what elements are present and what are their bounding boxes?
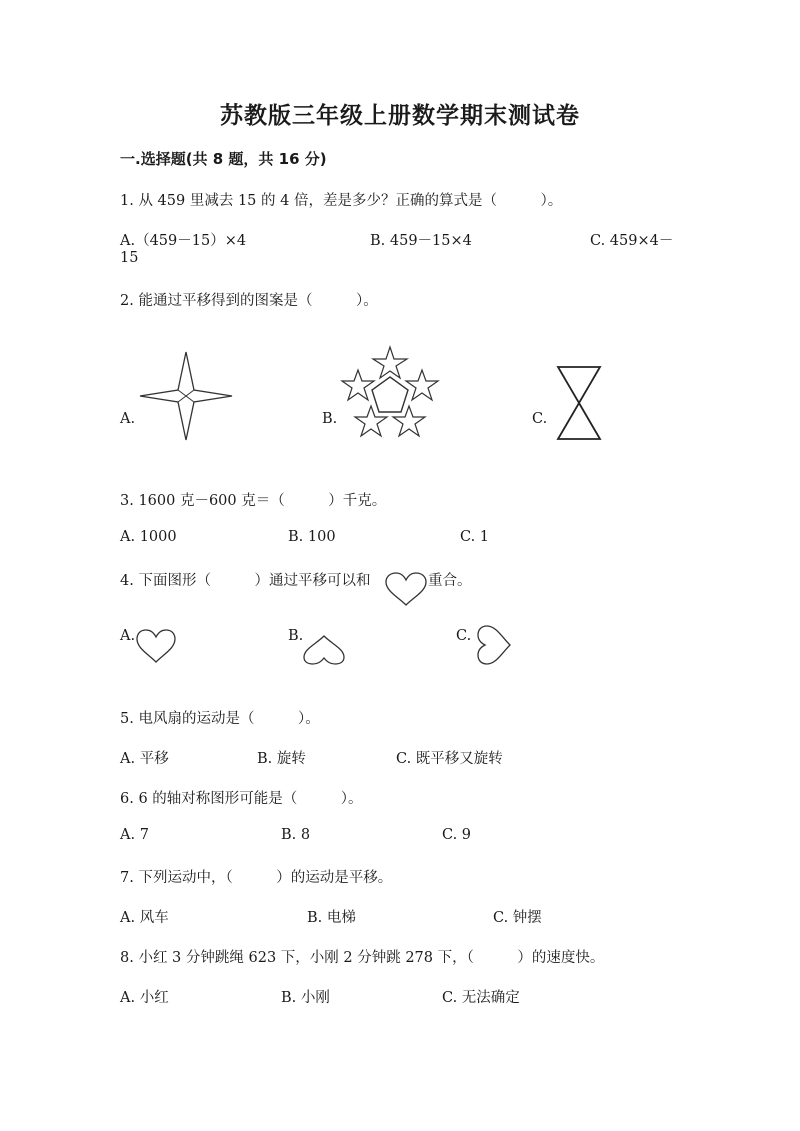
q6-option-b[interactable]: B. 8 <box>281 827 311 843</box>
q1-option-a[interactable]: A.（459－15）×4 <box>120 233 247 249</box>
q5-option-c[interactable]: C. 既平移又旋转 <box>396 751 503 767</box>
q2-option-a[interactable]: A. <box>120 411 136 427</box>
q7-option-b[interactable]: B. 电梯 <box>307 910 356 926</box>
hourglass-triangles-icon <box>556 365 602 441</box>
heart-rotated-icon <box>470 624 512 666</box>
q1-option-c-continued: 15 <box>120 250 139 266</box>
heart-upside-down-icon <box>302 634 346 666</box>
q4-option-c[interactable]: C. <box>456 628 472 644</box>
question-6: 6. 6 的轴对称图形可能是（ ）。 <box>120 791 363 807</box>
q1-option-c[interactable]: C. 459×4－ <box>590 233 674 249</box>
q8-option-a[interactable]: A. 小红 <box>120 990 169 1006</box>
four-point-star-icon <box>138 350 234 442</box>
question-7: 7. 下列运动中，（ ）的运动是平移。 <box>120 870 393 886</box>
page-title: 苏教版三年级上册数学期末测试卷 <box>220 102 580 129</box>
q2-option-b[interactable]: B. <box>322 411 338 427</box>
q6-option-a[interactable]: A. 7 <box>120 827 149 843</box>
question-4-end: 重合。 <box>428 573 472 589</box>
q3-option-b[interactable]: B. 100 <box>288 529 336 545</box>
q3-option-c[interactable]: C. 1 <box>460 529 490 545</box>
q8-option-b[interactable]: B. 小刚 <box>281 990 330 1006</box>
q3-option-a[interactable]: A. 1000 <box>120 529 177 545</box>
question-1: 1. 从 459 里减去 15 的 4 倍，差是多少？正确的算式是（ ）。 <box>120 193 563 209</box>
q6-option-c[interactable]: C. 9 <box>442 827 472 843</box>
heart-icon <box>135 628 177 664</box>
q4-option-b[interactable]: B. <box>288 628 304 644</box>
question-5: 5. 电风扇的运动是（ ）。 <box>120 711 320 727</box>
q7-option-a[interactable]: A. 风车 <box>120 910 169 926</box>
q8-option-c[interactable]: C. 无法确定 <box>442 990 520 1006</box>
question-2: 2. 能通过平移得到的图案是（ ）。 <box>120 293 378 309</box>
question-8: 8. 小红 3 分钟跳绳 623 下，小刚 2 分钟跳 278 下，（ ）的速度快。 <box>120 950 605 966</box>
q5-option-a[interactable]: A. 平移 <box>120 751 169 767</box>
q5-option-b[interactable]: B. 旋转 <box>257 751 306 767</box>
reference-heart-icon <box>384 571 428 607</box>
q4-option-a[interactable]: A. <box>120 628 136 644</box>
question-4-start: 4. 下面图形（ ）通过平移可以和 <box>120 573 371 589</box>
five-stars-pentagon-icon <box>338 344 442 440</box>
q1-option-b[interactable]: B. 459－15×4 <box>370 233 472 249</box>
q2-option-c[interactable]: C. <box>532 411 548 427</box>
q7-option-c[interactable]: C. 钟摆 <box>493 910 542 926</box>
section-heading: 一.选择题(共 8 题，共 16 分) <box>120 150 327 168</box>
question-3: 3. 1600 克－600 克＝（ ）千克。 <box>120 493 387 509</box>
